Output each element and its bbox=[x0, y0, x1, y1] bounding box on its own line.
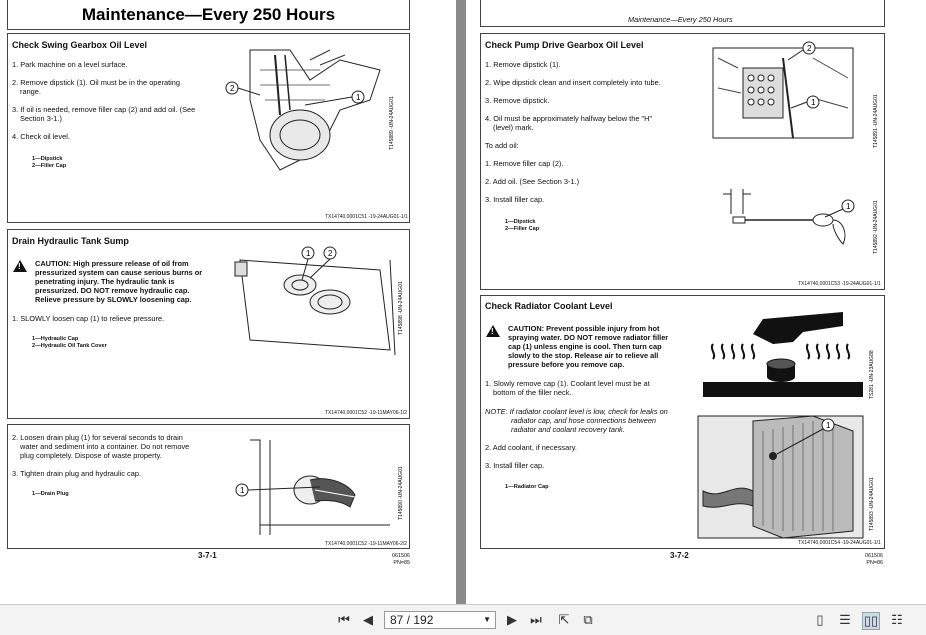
legend-item: 1—Radiator Cap bbox=[505, 484, 549, 490]
swing-gearbox-section bbox=[7, 33, 410, 223]
running-head-box bbox=[480, 0, 885, 27]
dipstick-illustration bbox=[703, 184, 883, 259]
step-text: 3. Remove dipstick. bbox=[485, 96, 550, 105]
svg-text:1: 1 bbox=[826, 421, 831, 430]
caution-text: CAUTION: Prevent possible injury from hot bbox=[508, 324, 660, 333]
two-page-scroll-icon[interactable]: ☷ bbox=[891, 612, 903, 627]
title-box bbox=[7, 0, 410, 30]
step-text: 2. Add oil. (See Section 3-1.) bbox=[485, 177, 580, 186]
caution-text: Relieve pressure by SLOWLY loosening cap. bbox=[35, 295, 192, 304]
swing-gearbox-illustration bbox=[220, 40, 400, 180]
hydraulic-tank-illustration bbox=[230, 240, 402, 360]
step-text: 2. Wipe dipstick clean and insert completely into tube. bbox=[485, 78, 661, 87]
svg-text:1: 1 bbox=[240, 486, 245, 495]
fit-page-icon[interactable]: ⇱ bbox=[558, 612, 570, 627]
page-title: Maintenance—Every 250 Hours bbox=[81, 5, 336, 24]
legend-item: 1—Hydraulic Cap bbox=[32, 336, 79, 342]
figure-id: T145898 -UN-24AUG01 bbox=[398, 281, 404, 335]
warning-icon bbox=[486, 325, 500, 337]
left-page bbox=[0, 0, 456, 604]
reference-code: TX14740,0001C53 -19-24AUG01-1/1 bbox=[798, 281, 881, 287]
figure-id: T145889 -UN-24AUG01 bbox=[389, 96, 395, 150]
pn-code: PN=85 bbox=[393, 560, 410, 566]
legend-item: 1—Dipstick bbox=[32, 156, 63, 162]
step-text: 3. If oil is needed, remove filler cap (2) and add oil. (See bbox=[12, 105, 196, 114]
running-head: Maintenance—Every 250 Hours bbox=[628, 15, 733, 24]
pump-drive-section bbox=[480, 33, 885, 290]
note-text: radiator and coolant recovery tank. bbox=[511, 425, 625, 434]
caution-text: CAUTION: High pressure release of oil from bbox=[35, 259, 189, 268]
step-text: 3. Install filler cap. bbox=[485, 461, 545, 470]
svg-text:1: 1 bbox=[846, 202, 851, 211]
page-number: 3-7-1 bbox=[198, 551, 217, 560]
figure-id: T145892 -UN-24AUG01 bbox=[873, 200, 879, 254]
step-text: 4. Check oil level. bbox=[12, 132, 70, 141]
next-page-icon[interactable]: ▶ bbox=[507, 612, 517, 627]
drain-plug-section bbox=[7, 424, 410, 549]
legend-item: 2—Hydraulic Oil Tank Cover bbox=[32, 343, 107, 349]
step-text: (level) mark. bbox=[493, 123, 534, 132]
reference-code: TX14740,0001C52 -19-11MAY06-1/2 bbox=[325, 410, 408, 416]
legend-item: 2—Filler Cap bbox=[32, 163, 67, 169]
reference-code: TX14740,0001C54 -19-24AUG01-1/1 bbox=[798, 540, 881, 546]
note-text: radiator cap, and hose connections between bbox=[511, 416, 657, 425]
figure-id: T145891 -UN-24AUG01 bbox=[873, 94, 879, 148]
chevron-down-icon: ▼ bbox=[483, 615, 491, 624]
page-selector[interactable] bbox=[384, 611, 496, 629]
step-text: 1. Remove filler cap (2). bbox=[485, 159, 564, 168]
last-page-icon[interactable]: ⏭ bbox=[530, 612, 542, 627]
section-heading: Drain Hydraulic Tank Sump bbox=[12, 236, 129, 246]
single-page-icon[interactable]: ▯ bbox=[816, 612, 824, 627]
svg-text:1: 1 bbox=[356, 93, 361, 102]
svg-text:2: 2 bbox=[230, 84, 235, 93]
step-text: 1. Slowly remove cap (1). Coolant level must be at bbox=[485, 379, 650, 388]
pn-code: PN=86 bbox=[866, 560, 883, 566]
page-number: 3-7-2 bbox=[670, 551, 689, 560]
step-text: 2. Add coolant, if necessary. bbox=[485, 443, 577, 452]
svg-text:2: 2 bbox=[328, 249, 333, 258]
step-text: 1. Park machine on a level surface. bbox=[12, 60, 128, 69]
caution-text: slowly to the stop. Release air to relieve all bbox=[508, 351, 659, 360]
radiator-coolant-section bbox=[480, 295, 885, 549]
reference-code: TX14740,0001C51 -19-24AUG01-1/1 bbox=[325, 214, 408, 220]
pump-gearbox-illustration bbox=[703, 38, 883, 153]
figure-id: T145893 -UN-24AUG01 bbox=[869, 477, 875, 531]
section-heading: Check Radiator Coolant Level bbox=[485, 301, 613, 311]
step-text: 1. Remove dipstick (1). bbox=[485, 60, 561, 69]
two-page-icon[interactable]: ▯▯ bbox=[863, 613, 879, 628]
caution-text: pressurized system can cause serious burns or bbox=[35, 268, 203, 277]
step-text: range. bbox=[20, 87, 41, 96]
continuous-icon[interactable]: ☰ bbox=[839, 612, 851, 627]
first-page-icon[interactable]: ⏮ bbox=[338, 612, 350, 627]
caution-text: pressurized. DO NOT remove hydraulic cap. bbox=[35, 286, 190, 295]
warning-icon bbox=[13, 260, 27, 272]
legend-item: 1—Dipstick bbox=[505, 219, 536, 225]
step-text: 3. Tighten drain plug and hydraulic cap. bbox=[12, 469, 142, 478]
fit-width-icon[interactable]: ⧉ bbox=[583, 612, 593, 627]
page-display: 87 / 192 bbox=[390, 613, 434, 627]
pn-code: 061506 bbox=[865, 553, 883, 559]
pn-code: 061506 bbox=[392, 553, 410, 559]
right-page bbox=[466, 0, 926, 604]
svg-text:2: 2 bbox=[807, 44, 812, 53]
caution-text: penetrating injury. The hydraulic tank is bbox=[35, 277, 175, 286]
step-text: 1. SLOWLY loosen cap (1) to relieve pressure. bbox=[12, 314, 165, 323]
caution-text: cap (1) unless engine is cool. Then turn cap bbox=[508, 342, 662, 351]
section-heading: Check Pump Drive Gearbox Oil Level bbox=[485, 40, 644, 50]
step-text: water and sediment into a container. Do not remove bbox=[20, 442, 190, 451]
step-text: 2. Loosen drain plug (1) for several seconds to drain bbox=[12, 433, 183, 442]
hot-coolant-hazard-illustration bbox=[693, 304, 878, 404]
svg-text:1: 1 bbox=[811, 98, 816, 107]
caution-text: spraying water. DO NOT remove radiator filler bbox=[508, 333, 669, 342]
drain-hydraulic-section bbox=[7, 229, 410, 419]
step-text: bottom of the filler neck. bbox=[493, 388, 572, 397]
figure-id: T145890 -UN-24AUG01 bbox=[398, 466, 404, 520]
step-text: 2. Remove dipstick (1). Oil must be in the operating bbox=[12, 78, 181, 87]
caution-text: pressure before you remove cap. bbox=[508, 360, 625, 369]
svg-text:1: 1 bbox=[306, 249, 311, 258]
step-text: Section 3-1.) bbox=[20, 114, 62, 123]
viewer-toolbar bbox=[0, 604, 926, 635]
step-text: 3. Install filler cap. bbox=[485, 195, 545, 204]
legend-item: 1—Drain Plug bbox=[32, 491, 69, 497]
step-text: plug completely. Dispose of waste property. bbox=[20, 451, 162, 460]
radiator-illustration bbox=[693, 411, 878, 543]
note-text: NOTE: If radiator coolant level is low, check for leaks on bbox=[485, 407, 668, 416]
prev-page-icon[interactable]: ◀ bbox=[363, 612, 373, 627]
figure-id: TS281 -UN-23AUG88 bbox=[869, 350, 875, 399]
reference-code: TX14740,0001C52 -19-11MAY06-2/2 bbox=[325, 541, 408, 547]
step-text: To add oil: bbox=[485, 141, 519, 150]
section-heading: Check Swing Gearbox Oil Level bbox=[12, 40, 148, 50]
step-text: 4. Oil must be approximately halfway below the "H" bbox=[485, 114, 653, 123]
legend-item: 2—Filler Cap bbox=[505, 226, 540, 232]
drain-plug-illustration bbox=[230, 435, 402, 540]
